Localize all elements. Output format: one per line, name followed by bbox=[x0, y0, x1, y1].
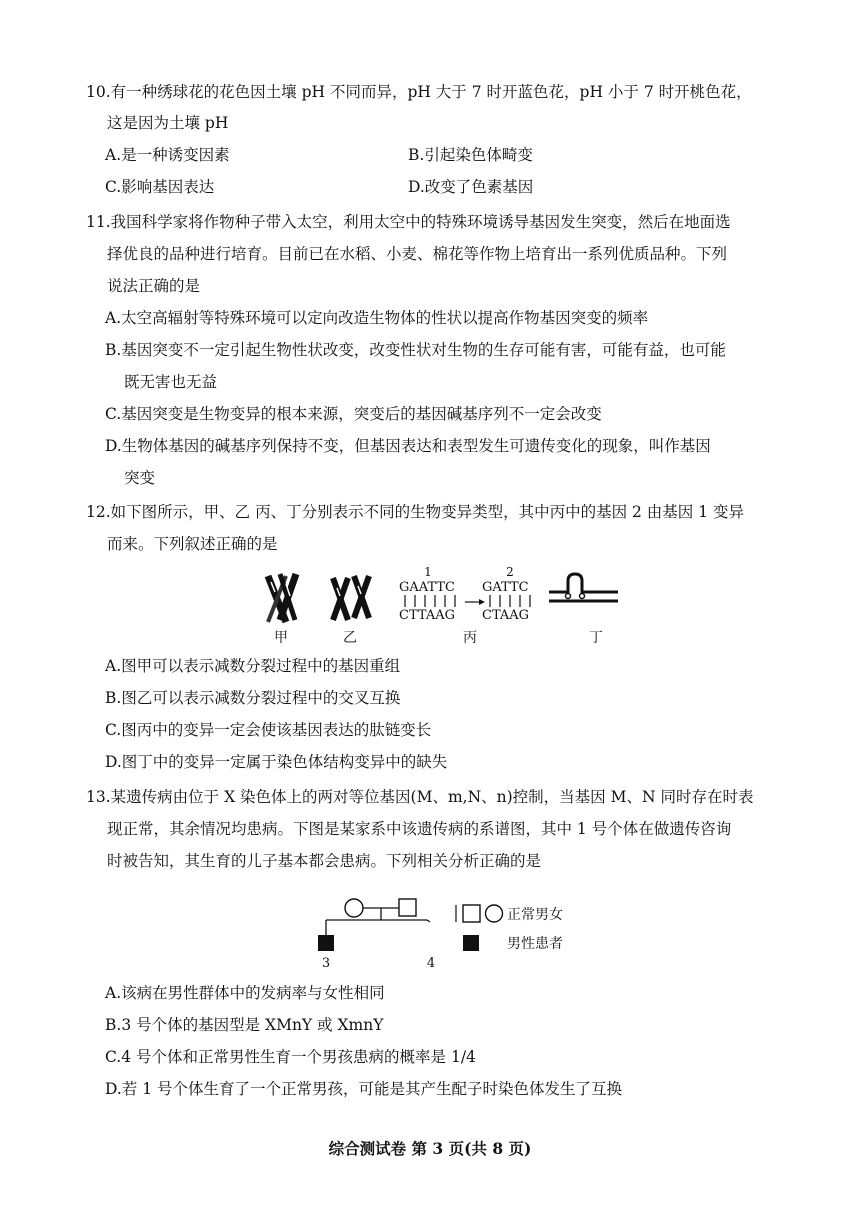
q13-option-c: C.4 号个体和正常男性生育一个男孩患病的概率是 1/4 bbox=[105, 1048, 476, 1066]
q13-option-b: B.3 号个体的基因型是 XMnY 或 XmnY bbox=[105, 1016, 384, 1034]
q11-option-b-line2: 既无害也无益 bbox=[124, 373, 218, 391]
q10-option-d: D.改变了色素基因 bbox=[408, 178, 534, 196]
figure-label-jia: 甲 bbox=[274, 630, 288, 646]
q12-figure bbox=[0, 562, 860, 647]
q11-option-b-line1: B.基因突变不一定引起生物性状改变，改变性状对生物的生存可能有害，可能有益，也可能 bbox=[105, 341, 726, 359]
q12-stem-line1: 12.如下图所示，甲、乙 丙、丁分别表示不同的生物变异类型，其中丙中的基因 2 由基因 1 变异 bbox=[86, 503, 745, 521]
gene2-top-strand: GATTC bbox=[482, 580, 529, 595]
pedigree-individual-father bbox=[399, 899, 416, 916]
q11-option-d-line1: D.生物体基因的碱基序列保持不变，但基因表达和表型发生可遗传变化的现象，叫作基因 bbox=[105, 437, 711, 455]
pedigree-individual-3 bbox=[318, 935, 334, 951]
q12-option-d: D.图丁中的变异一定属于染色体结构变异中的缺失 bbox=[105, 753, 448, 771]
gene1-top-strand: GAATTC bbox=[399, 580, 455, 595]
figure-label-ding: 丁 bbox=[589, 630, 603, 646]
figure-label-bing: 丙 bbox=[463, 630, 477, 646]
q10-option-c: C.影响基因表达 bbox=[105, 178, 215, 196]
chromosome-pair-yi bbox=[333, 576, 369, 620]
q11-option-c: C.基因突变是生物变异的根本来源，突变后的基因碱基序列不一定会改变 bbox=[105, 405, 602, 423]
q12-option-c: C.图丙中的变异一定会使该基因表达的肽链变长 bbox=[105, 721, 432, 739]
gene1-number: 1 bbox=[424, 565, 432, 579]
pedigree-number-3: 3 bbox=[321, 956, 331, 971]
q13-option-a: A.该病在男性群体中的发病率与女性相同 bbox=[105, 984, 385, 1002]
gene2-number: 2 bbox=[506, 565, 514, 579]
q11-option-a: A.太空高辐射等特殊环境可以定向改造生物体的性状以提高作物基因突变的频率 bbox=[105, 309, 649, 327]
gene1-bottom-strand: CTTAAG bbox=[399, 608, 455, 623]
figure-label-yi: 乙 bbox=[343, 630, 357, 646]
q10-stem-line1: 10.有一种绣球花的花色因土壤 pH 不同而异，pH 大于 7 时开蓝色花，pH 小于 7 时开桃色花， bbox=[86, 83, 752, 101]
gene2-base-pair-lines bbox=[490, 595, 530, 607]
legend-normal-male-icon bbox=[463, 905, 480, 922]
q10-option-b: B.引起染色体畸变 bbox=[408, 146, 533, 164]
q11-stem-line2: 择优良的品种进行培育。目前已在水稻、小麦、棉花等作物上培育出一系列优质品种。下列 bbox=[107, 245, 728, 263]
legend-normal-female-icon bbox=[486, 905, 503, 922]
chromosome-pair-jia bbox=[268, 574, 296, 622]
pedigree-number-4: 4 bbox=[426, 956, 436, 971]
page-footer: 综合测试卷 第 3 页(共 8 页) bbox=[328, 1139, 532, 1158]
q12-option-a: A.图甲可以表示减数分裂过程中的基因重组 bbox=[105, 657, 401, 675]
q13-stem-line2: 现正常，其余情况均患病。下图是某家系中该遗传病的系谱图，其中 1 号个体在做遗传咨询 bbox=[107, 820, 732, 838]
pedigree-individual-mother bbox=[345, 899, 363, 917]
q11-stem-line1: 11.我国科学家将作物种子带入太空，利用太空中的特殊环境诱导基因发生突变，然后在地面选 bbox=[86, 213, 731, 231]
q13-pedigree-chart bbox=[0, 888, 860, 971]
q13-stem-line1: 13.某遗传病由位于 X 染色体上的两对等位基因(M、m,N、n)控制，当基因 M、N 同时存在时表 bbox=[86, 788, 754, 806]
q11-option-d-line2: 突变 bbox=[124, 469, 156, 487]
legend-normal-label: 正常男女 bbox=[507, 907, 563, 923]
legend-patient-label: 男性患者 bbox=[507, 936, 563, 952]
legend-patient-male-icon bbox=[463, 935, 479, 951]
q12-option-b: B.图乙可以表示减数分裂过程中的交叉互换 bbox=[105, 689, 401, 707]
q10-stem-line2: 这是因为土壤 pH bbox=[107, 114, 229, 132]
q13-stem-line3: 时被告知，其生育的儿子基本都会患病。下列相关分析正确的是 bbox=[107, 852, 542, 870]
q11-stem-line3: 说法正确的是 bbox=[107, 277, 201, 295]
q10-option-a: A.是一种诱变因素 bbox=[105, 146, 230, 164]
gene1-base-pair-lines bbox=[405, 595, 455, 607]
chromosome-loop-ding bbox=[549, 574, 618, 601]
q13-option-d: D.若 1 号个体生育了一个正常男孩，可能是其产生配子时染色体发生了互换 bbox=[105, 1080, 623, 1098]
q12-stem-line2: 而来。下列叙述正确的是 bbox=[107, 535, 278, 553]
mutation-arrow-icon bbox=[465, 599, 485, 605]
gene2-bottom-strand: CTAAG bbox=[482, 608, 530, 623]
